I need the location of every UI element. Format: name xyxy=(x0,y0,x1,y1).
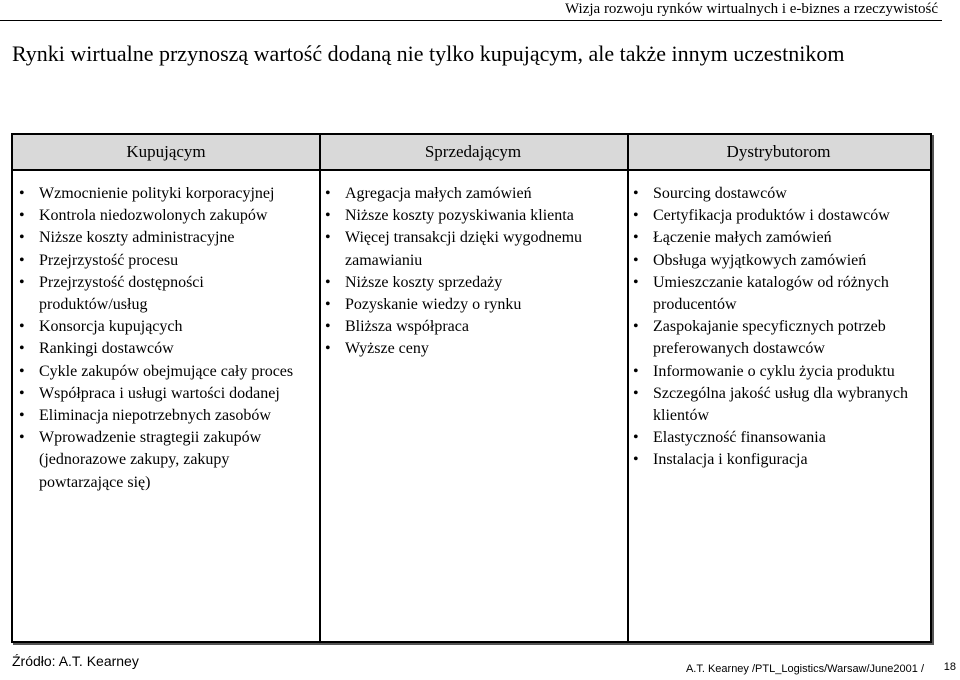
list-item: • Obsługa wyjątkowych zamówień xyxy=(629,250,929,272)
list-item: • Współpraca i usługi wartości dodanej xyxy=(15,383,315,405)
list-item: • Agregacja małych zamówień xyxy=(321,183,625,205)
table-header-row xyxy=(13,135,930,171)
column-heading-sellers: Sprzedającym xyxy=(424,142,522,161)
sellers-list xyxy=(321,183,625,361)
list-item: • Wzmocnienie polityki korporacyjnej xyxy=(15,183,315,205)
footer-reference: A.T. Kearney /PTL_Logistics/Warsaw/June2001 / xyxy=(685,663,924,675)
column-heading-buyers: Kupującym xyxy=(126,142,206,161)
list-item: • Bliższa współpraca xyxy=(321,316,625,338)
list-item: • Eliminacja niepotrzebnych zasobów xyxy=(15,405,315,427)
column-buyers xyxy=(15,183,315,494)
distributors-list xyxy=(629,183,929,472)
list-item: • Wprowadzenie stragtegii zakupów (jednorazowe zakupy, zakupy powtarzające się) xyxy=(15,427,315,494)
list-item: • Niższe koszty sprzedaży xyxy=(321,272,625,294)
list-item: • Wyższe ceny xyxy=(321,338,625,360)
source-note: Źródło: A.T. Kearney xyxy=(12,653,139,669)
page-title: Rynki wirtualne przynoszą wartość dodaną nie tylko kupującym, ale także innym uczestnikom xyxy=(12,41,845,66)
column-sellers xyxy=(321,183,625,361)
list-item: • Instalacja i konfiguracja xyxy=(629,449,929,471)
list-item: • Pozyskanie wiedzy o rynku xyxy=(321,294,625,316)
comparison-table xyxy=(11,133,932,643)
list-item: • Więcej transakcji dzięki wygodnemu zamawianiu xyxy=(321,227,625,271)
list-item: • Konsorcja kupujących xyxy=(15,316,315,338)
list-item: • Informowanie o cyklu życia produktu xyxy=(629,361,929,383)
list-item: • Przejrzystość procesu xyxy=(15,250,315,272)
list-item: • Rankingi dostawców xyxy=(15,338,315,360)
list-item: • Przejrzystość dostępności produktów/usług xyxy=(15,272,315,316)
list-item: • Łączenie małych zamówień xyxy=(629,227,929,249)
list-item: • Kontrola niedozwolonych zakupów xyxy=(15,205,315,227)
buyers-list xyxy=(15,183,315,494)
list-item: • Niższe koszty pozyskiwania klienta xyxy=(321,205,625,227)
list-item: • Certyfikacja produktów i dostawców xyxy=(629,205,929,227)
list-item: • Zaspokajanie specyficznych potrzeb preferowanych dostawców xyxy=(629,316,929,360)
page-number: 18 xyxy=(943,661,956,673)
column-heading-distributors: Dystrybutorom xyxy=(726,142,831,161)
column-distributors xyxy=(629,183,929,472)
header-title: Wizja rozwoju rynków wirtualnych i e-biznes a rzeczywistość xyxy=(564,1,938,17)
list-item: • Cykle zakupów obejmujące cały proces xyxy=(15,361,315,383)
list-item: • Elastyczność finansowania xyxy=(629,427,929,449)
list-item: • Niższe koszty administracyjne xyxy=(15,227,315,249)
header-divider xyxy=(0,20,942,21)
list-item: • Umieszczanie katalogów od różnych producentów xyxy=(629,272,929,316)
list-item: • Szczególna jakość usług dla wybranych klientów xyxy=(629,383,929,427)
list-item: • Sourcing dostawców xyxy=(629,183,929,205)
